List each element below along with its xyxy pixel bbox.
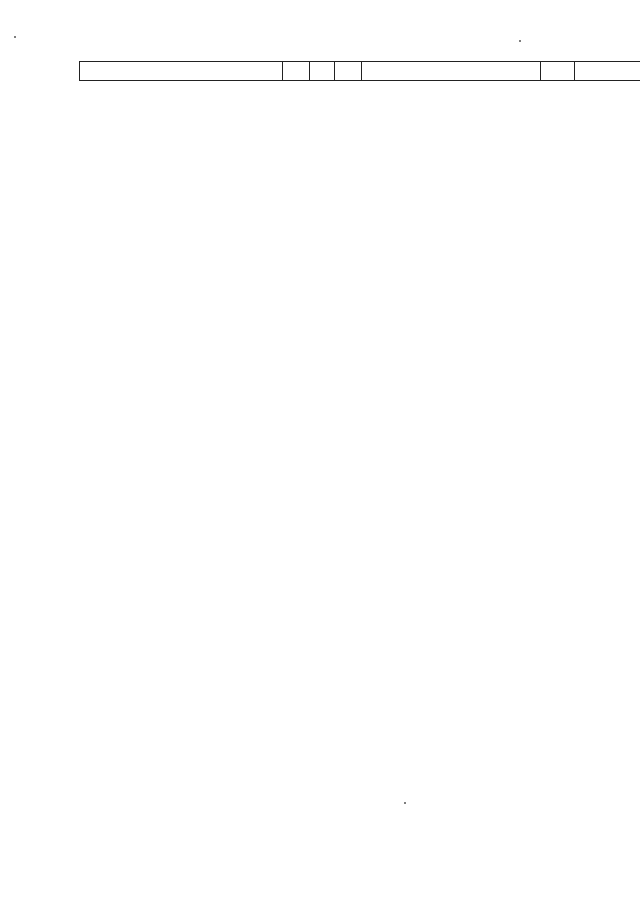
scan-speck — [519, 40, 521, 42]
scan-speck — [14, 36, 16, 38]
scan-speck — [404, 802, 406, 804]
